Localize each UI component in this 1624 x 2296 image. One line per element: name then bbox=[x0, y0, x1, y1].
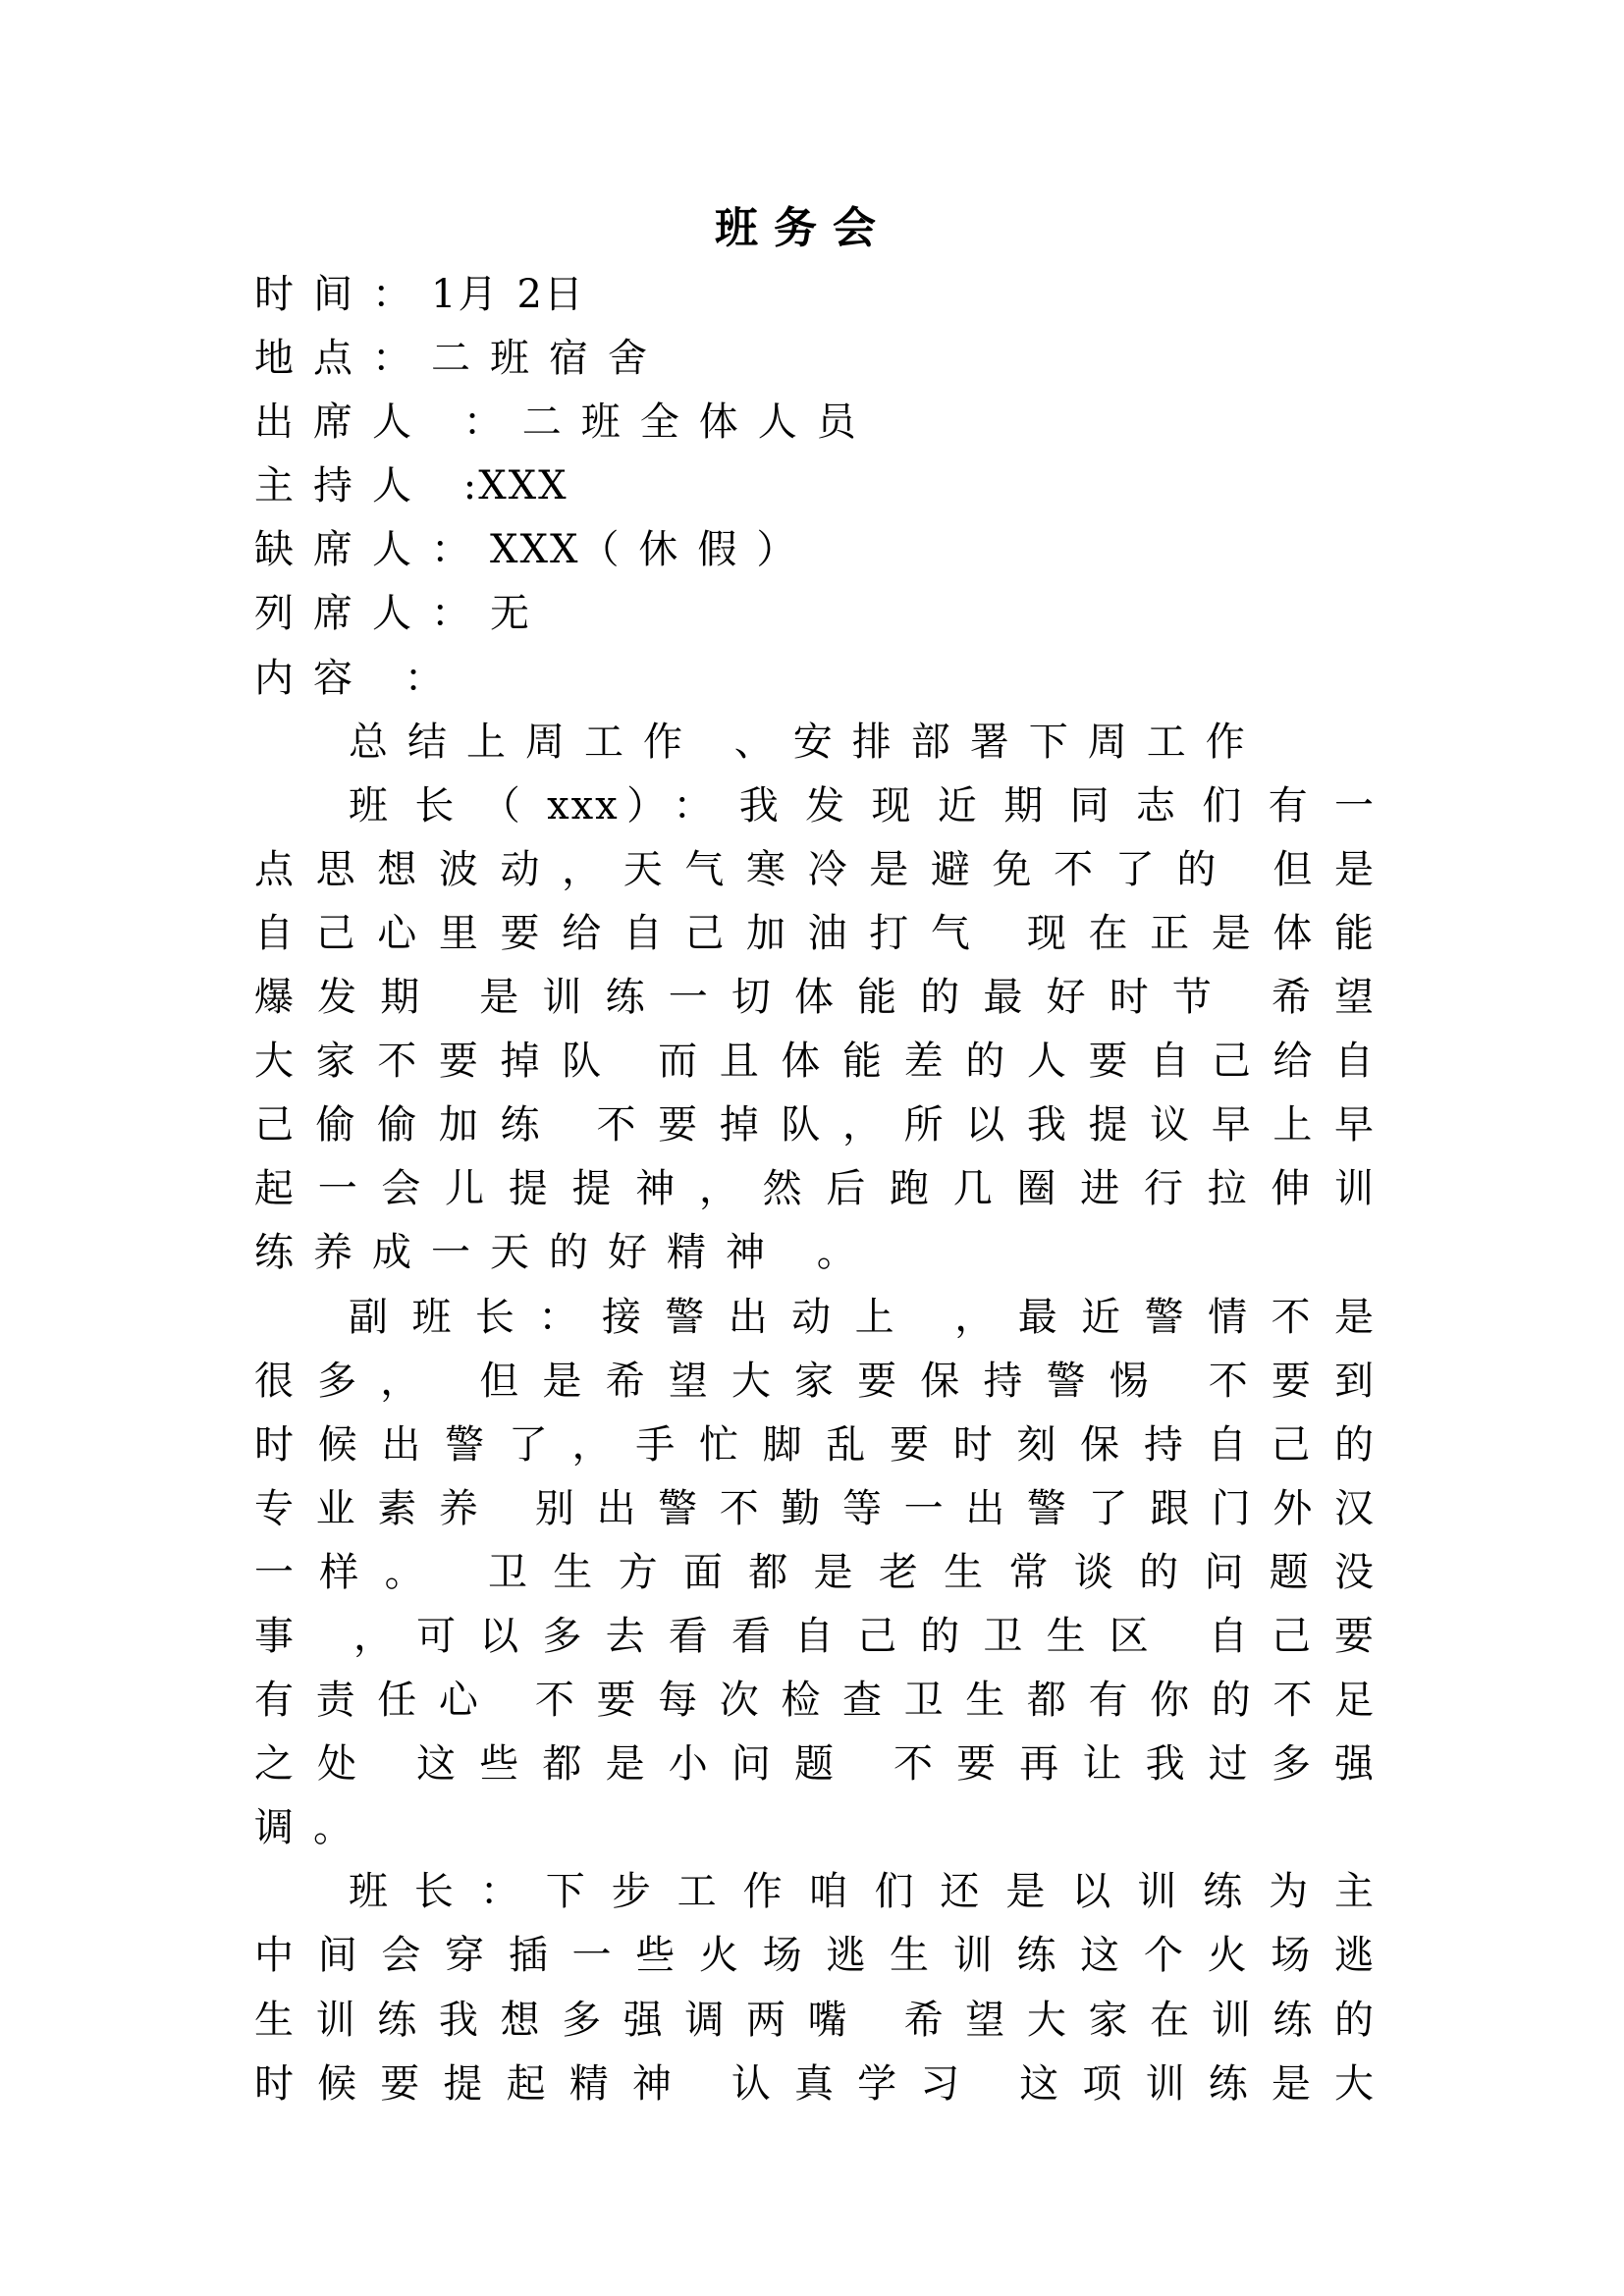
observers: 列席人：无 bbox=[254, 591, 549, 637]
body-line: 班长（xxx）：我发现近期同志们有一 bbox=[349, 782, 1393, 828]
document-title: 班务会 bbox=[715, 203, 892, 253]
body-line: 班长：下步工作咱们还是以训练为主 bbox=[349, 1869, 1393, 1915]
latin-text: xxx bbox=[547, 782, 620, 828]
body-line: 专业素养 别出警不勤等一出警了跟门外汉 bbox=[254, 1485, 1393, 1531]
body-line: 点思想波动，天气寒冷是避免不了的 但是 bbox=[254, 846, 1393, 892]
body-line: 事 ，可以多去看看自己的卫生区 自己要 bbox=[254, 1613, 1393, 1659]
meeting-location: 地点：二班宿舍 bbox=[254, 336, 667, 382]
body-line: 己偷偷加练 不要掉队，所以我提议早上早 bbox=[254, 1102, 1393, 1148]
body-line: 有责任心 不要每次检查卫生都有你的不足 bbox=[254, 1678, 1393, 1724]
absentees: 缺席人：XXX（休假） bbox=[254, 527, 816, 573]
latin-text: XXX bbox=[490, 527, 580, 573]
host: 主持人 :XXX bbox=[254, 463, 568, 509]
body-line: 起一会儿提提神，然后跑几圈进行拉伸训 bbox=[254, 1166, 1393, 1212]
latin-text: 1 bbox=[431, 272, 459, 317]
meeting-minutes-body bbox=[254, 263, 1393, 2116]
agenda-line: 总结上周工作 、安排部署下周工作 bbox=[349, 719, 1265, 765]
body-line: 副班长：接警出动上 ，最近警情不是 bbox=[349, 1294, 1393, 1340]
body-line: 自己心里要给自己加油打气 现在正是体能 bbox=[254, 910, 1393, 956]
body-line: 爆发期 是训练一切体能的最好时节 希望 bbox=[254, 975, 1393, 1021]
body-line: 时候要提起精神 认真学习 这项训练是大 bbox=[254, 2060, 1393, 2107]
latin-text: 2 bbox=[516, 272, 544, 317]
content-label: 内容 ： bbox=[254, 655, 463, 701]
body-line: 之处 这些都是小问题 不要再让我过多强 bbox=[254, 1741, 1393, 1788]
latin-text: :XXX bbox=[462, 463, 568, 509]
body-line: 大家不要掉队 而且体能差的人要自己给自 bbox=[254, 1039, 1393, 1085]
meeting-time: 时间：1月2日 bbox=[254, 272, 603, 317]
body-line: 生训练我想多强调两嘴 希望大家在训练的 bbox=[254, 1997, 1393, 2043]
body-line: 中间会穿插一些火场逃生训练这个火场逃 bbox=[254, 1933, 1393, 1979]
body-line: 调。 bbox=[254, 1805, 372, 1851]
attendees: 出席人 ：二班全体人员 bbox=[254, 400, 876, 446]
body-line: 时候出警了，手忙脚乱要时刻保持自己的 bbox=[254, 1421, 1393, 1468]
body-line: 很多， 但是希望大家要保持警惕 不要到 bbox=[254, 1358, 1393, 1404]
body-line: 练养成一天的好精神 。 bbox=[254, 1230, 876, 1276]
body-line: 一样。 卫生方面都是老生常谈的问题没 bbox=[254, 1549, 1393, 1595]
